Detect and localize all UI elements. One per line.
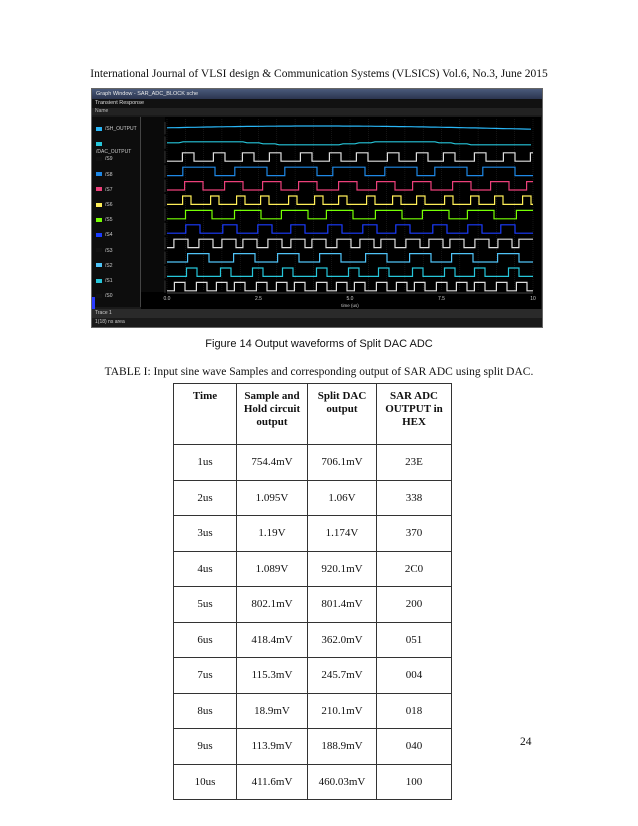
legend-label: /S0 (105, 293, 113, 300)
x-tick-label: 10 (530, 296, 536, 302)
x-tick-label: 5.0 (346, 296, 354, 302)
cell-sample-hold: 1.089V (237, 551, 308, 587)
status-text-2: 1(18) ns area (95, 319, 125, 325)
legend-swatch (96, 187, 102, 191)
cell-split-dac: 706.1mV (308, 445, 377, 481)
legend-label: /S2 (105, 262, 113, 269)
signal-legend (92, 117, 141, 307)
cell-time: 8us (174, 693, 237, 729)
table-row (174, 658, 452, 694)
legend-swatch (96, 279, 102, 283)
cell-time: 7us (174, 658, 237, 694)
menu-transient: Transient Response (95, 100, 145, 106)
cell-hex: 370 (377, 516, 452, 552)
x-tick-label: 0.0 (163, 296, 171, 302)
legend-label: /S5 (105, 217, 113, 224)
waveform-figure (91, 88, 543, 328)
cell-sample-hold: 115.3mV (237, 658, 308, 694)
cell-hex: 338 (377, 480, 452, 516)
legend-label: /S1 (105, 278, 113, 284)
cell-split-dac: 210.1mV (308, 693, 377, 729)
cell-hex: 200 (377, 587, 452, 623)
cell-time: 1us (174, 445, 237, 481)
legend-swatch (96, 157, 102, 161)
cell-split-dac: 245.7mV (308, 658, 377, 694)
header-split-dac: Split DAC output (308, 384, 377, 445)
cell-split-dac: 920.1mV (308, 551, 377, 587)
header-sample-hold: Sample and Hold circuit output (237, 384, 308, 445)
legend-label: /S4 (105, 232, 113, 239)
waveform-trace (167, 126, 531, 129)
cell-sample-hold: 1.19V (237, 516, 308, 552)
legend-item (96, 171, 140, 179)
cell-sample-hold: 418.4mV (237, 622, 308, 658)
header-time: Time (174, 384, 237, 445)
graph-menubar (92, 99, 542, 108)
legend-item (96, 140, 140, 156)
cell-time: 10us (174, 764, 237, 800)
waveform-plot (141, 117, 541, 309)
cell-split-dac: 362.0mV (308, 622, 377, 658)
selected-marker (92, 297, 95, 309)
table-header-row (174, 384, 452, 445)
cell-split-dac: 188.9mV (308, 729, 377, 765)
graph-statusbar-2 (92, 318, 542, 327)
legend-label: /DAC_OUTPUT (96, 149, 132, 156)
cell-split-dac: 1.174V (308, 516, 377, 552)
graph-window-titlebar (92, 89, 542, 99)
legend-item (96, 262, 140, 270)
table-row (174, 729, 452, 765)
legend-swatch (96, 294, 102, 298)
table-row (174, 445, 452, 481)
legend-label: /S6 (105, 202, 113, 208)
legend-swatch (96, 248, 102, 252)
cell-sample-hold: 113.9mV (237, 729, 308, 765)
legend-item (96, 216, 140, 224)
cell-time: 2us (174, 480, 237, 516)
legend-label: /S8 (105, 171, 113, 178)
legend-swatch (96, 263, 102, 267)
x-axis-label: time (us) (341, 303, 359, 308)
cell-time: 3us (174, 516, 237, 552)
table-row (174, 551, 452, 587)
x-tick-label: 7.5 (438, 296, 445, 302)
table-row (174, 622, 452, 658)
cell-time: 5us (174, 587, 237, 623)
cell-split-dac: 1.06V (308, 480, 377, 516)
figure-caption: Figure 14 Output waveforms of Split DAC ADC (205, 338, 433, 350)
cell-hex: 23E (377, 445, 452, 481)
legend-item (96, 292, 140, 300)
legend-item (96, 125, 140, 133)
header-sar-hex: SAR ADC OUTPUT in HEX (377, 384, 452, 445)
page-number: 24 (520, 736, 532, 748)
table-row (174, 480, 452, 516)
journal-header: International Journal of VLSI design & Communication Systems (VLSICS) Vol.6, No.3, June 2015 (90, 68, 548, 80)
cell-time: 6us (174, 622, 237, 658)
legend-item (96, 155, 140, 163)
cell-sample-hold: 754.4mV (237, 445, 308, 481)
legend-item (96, 247, 140, 255)
cell-hex: 018 (377, 693, 452, 729)
y-axis-area (141, 117, 165, 292)
graph-statusbar (92, 309, 542, 318)
x-tick-label: 2.5 (255, 296, 262, 302)
cell-time: 4us (174, 551, 237, 587)
legend-swatch (96, 218, 102, 222)
legend-item (96, 186, 140, 194)
cell-split-dac: 460.03mV (308, 764, 377, 800)
name-label: Name (95, 108, 109, 114)
legend-swatch (96, 203, 102, 207)
legend-swatch (96, 233, 102, 237)
legend-item (96, 201, 140, 209)
table-row (174, 693, 452, 729)
cell-split-dac: 801.4mV (308, 587, 377, 623)
legend-label: /SH_OUTPUT (105, 126, 137, 132)
table-row (174, 587, 452, 623)
cell-hex: 004 (377, 658, 452, 694)
cell-sample-hold: 802.1mV (237, 587, 308, 623)
legend-swatch (96, 127, 102, 131)
cell-hex: 040 (377, 729, 452, 765)
table-caption: TABLE I: Input sine wave Samples and corresponding output of SAR ADC using split DAC. (104, 366, 534, 378)
cell-sample-hold: 1.095V (237, 480, 308, 516)
cell-hex: 051 (377, 622, 452, 658)
waveform-trace (167, 142, 531, 145)
legend-label: /S3 (105, 247, 113, 254)
results-table (173, 383, 452, 800)
table-row (174, 516, 452, 552)
legend-item (96, 231, 140, 239)
cell-sample-hold: 411.6mV (237, 764, 308, 800)
legend-item (96, 277, 140, 285)
status-text: Trace 1 (95, 310, 112, 316)
legend-label: /S7 (105, 186, 113, 193)
table-row (174, 764, 452, 800)
cell-sample-hold: 18.9mV (237, 693, 308, 729)
legend-label: /S9 (105, 156, 113, 163)
window-title: Graph Window - SAR_ADC_BLOCK sche (96, 91, 199, 97)
legend-swatch (96, 142, 102, 146)
cell-time: 9us (174, 729, 237, 765)
cell-hex: 2C0 (377, 551, 452, 587)
cell-hex: 100 (377, 764, 452, 800)
legend-swatch (96, 172, 102, 176)
graph-subtitle (92, 108, 542, 115)
